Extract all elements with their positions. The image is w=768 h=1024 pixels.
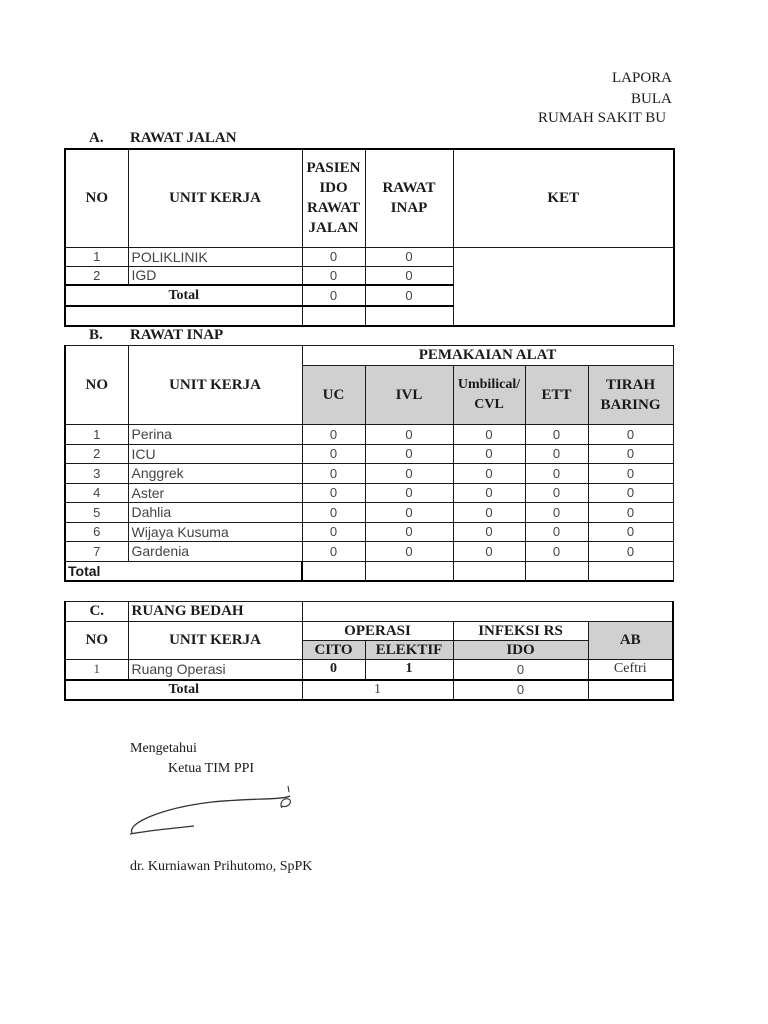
empty-cell	[302, 602, 673, 622]
row-ett: 0	[525, 444, 588, 464]
table-row	[65, 464, 673, 484]
row-ett: 0	[525, 483, 588, 503]
row-tirah-baring: 0	[588, 483, 673, 503]
total-pasien: 0	[302, 285, 365, 306]
row-ivl: 0	[365, 483, 453, 503]
row-umbilical: 0	[453, 522, 525, 542]
row-tirah-baring: 0	[588, 425, 673, 445]
empty-cell	[365, 561, 453, 581]
row-unit: Aster	[128, 483, 302, 503]
row-ivl: 0	[365, 444, 453, 464]
table-row	[65, 444, 673, 464]
col-header-ido: IDO	[453, 641, 588, 660]
col-header-pasien-ido	[302, 149, 365, 247]
row-no: 2	[65, 444, 128, 464]
col-header-no: NO	[65, 346, 128, 425]
col-header-no: NO	[65, 622, 128, 660]
row-no: 1	[65, 247, 128, 266]
row-unit: Perina	[128, 425, 302, 445]
row-uc: 0	[302, 522, 365, 542]
table-row	[65, 542, 673, 562]
col-header-operasi: OPERASI	[302, 622, 453, 641]
row-cito: 0	[302, 660, 365, 680]
section-a-title: RAWAT JALAN	[130, 130, 237, 146]
row-umbilical: 0	[453, 444, 525, 464]
row-umbilical: 0	[453, 464, 525, 484]
pasien-line-3: RAWAT	[306, 200, 361, 217]
col-header-infeksi-rs: INFEKSI RS	[453, 622, 588, 641]
row-unit: Wijaya Kusuma	[128, 522, 302, 542]
rawat-inap-table	[64, 345, 674, 582]
row-no: 5	[65, 503, 128, 523]
col-header-cito: CITO	[302, 641, 365, 660]
row-no: 1	[65, 660, 128, 680]
empty-cell	[453, 561, 525, 581]
total-inap: 0	[365, 285, 453, 306]
header-line-1: LAPORA	[612, 70, 673, 86]
row-ivl: 0	[365, 542, 453, 562]
row-unit: POLIKLINIK	[128, 247, 302, 266]
col-header-unit-kerja: UNIT KERJA	[128, 149, 302, 247]
row-umbilical: 0	[453, 483, 525, 503]
section-c-letter: C.	[65, 602, 128, 622]
umbilical-line-2: CVL	[474, 397, 504, 412]
col-header-uc: UC	[302, 366, 365, 425]
row-no: 3	[65, 464, 128, 484]
row-no: 6	[65, 522, 128, 542]
row-pasien: 0	[302, 247, 365, 266]
row-ab: Ceftri	[588, 660, 673, 680]
tirah-line-2: BARING	[600, 397, 661, 413]
row-ett: 0	[525, 542, 588, 562]
empty-cell	[65, 306, 302, 326]
table-row	[65, 425, 673, 445]
row-unit: ICU	[128, 444, 302, 464]
col-header-ivl: IVL	[365, 366, 453, 425]
section-a-letter: A.	[89, 130, 104, 146]
total-label: Total	[65, 561, 302, 581]
row-umbilical: 0	[453, 425, 525, 445]
ketua-role-label: Ketua TIM PPI	[168, 761, 255, 776]
rawat-jalan-table	[64, 148, 675, 327]
row-tirah-baring: 0	[588, 542, 673, 562]
empty-cell	[365, 306, 453, 326]
empty-cell	[525, 561, 588, 581]
row-uc: 0	[302, 542, 365, 562]
umbilical-line-1: Umbilical/	[457, 377, 521, 392]
col-header-unit-kerja: UNIT KERJA	[128, 622, 302, 660]
total-operasi: 1	[302, 680, 453, 700]
col-header-umbilical	[453, 366, 525, 425]
ket-cell	[453, 247, 674, 326]
signatory-name: dr. Kurniawan Prihutomo, SpPK	[130, 859, 313, 874]
table-row	[65, 522, 673, 542]
col-header-tirah-baring	[588, 366, 673, 425]
col-header-ket: KET	[453, 149, 674, 247]
section-b-title: RAWAT INAP	[130, 327, 224, 343]
row-ivl: 0	[365, 522, 453, 542]
row-ivl: 0	[365, 425, 453, 445]
row-ett: 0	[525, 425, 588, 445]
col-header-pemakaian-alat: PEMAKAIAN ALAT	[302, 346, 673, 366]
ruang-bedah-table	[64, 601, 674, 701]
row-uc: 0	[302, 503, 365, 523]
col-header-ab: AB	[588, 622, 673, 660]
row-no: 7	[65, 542, 128, 562]
pasien-line-1: PASIEN	[306, 160, 361, 177]
row-no: 2	[65, 266, 128, 285]
rawat-inap-line-2: INAP	[390, 200, 428, 217]
table-row	[65, 503, 673, 523]
row-unit: IGD	[128, 266, 302, 285]
row-uc: 0	[302, 483, 365, 503]
row-unit: Ruang Operasi	[128, 660, 302, 680]
report-header	[0, 66, 674, 136]
signature-image	[122, 778, 302, 848]
col-header-rawat-inap	[365, 149, 453, 247]
row-ett: 0	[525, 503, 588, 523]
total-label: Total	[65, 285, 302, 306]
row-uc: 0	[302, 444, 365, 464]
col-header-unit-kerja: UNIT KERJA	[128, 346, 302, 425]
col-header-no: NO	[65, 149, 128, 247]
row-elektif: 1	[365, 660, 453, 680]
col-header-ett: ETT	[525, 366, 588, 425]
pasien-line-4: JALAN	[308, 220, 359, 237]
row-ett: 0	[525, 464, 588, 484]
row-ivl: 0	[365, 503, 453, 523]
pasien-line-2: IDO	[319, 180, 348, 197]
row-unit: Dahlia	[128, 503, 302, 523]
row-ett: 0	[525, 522, 588, 542]
row-unit: Anggrek	[128, 464, 302, 484]
row-inap: 0	[365, 247, 453, 266]
row-pasien: 0	[302, 266, 365, 285]
empty-cell	[302, 306, 365, 326]
section-c-title: RUANG BEDAH	[128, 602, 302, 622]
row-tirah-baring: 0	[588, 503, 673, 523]
rawat-inap-line-1: RAWAT	[382, 180, 436, 197]
row-tirah-baring: 0	[588, 522, 673, 542]
empty-cell	[588, 561, 673, 581]
row-no: 1	[65, 425, 128, 445]
header-line-3: RUMAH SAKIT BU	[538, 110, 667, 126]
row-uc: 0	[302, 464, 365, 484]
row-unit: Gardenia	[128, 542, 302, 562]
total-label: Total	[65, 680, 302, 700]
row-tirah-baring: 0	[588, 444, 673, 464]
tirah-line-1: TIRAH	[605, 377, 656, 393]
row-tirah-baring: 0	[588, 464, 673, 484]
section-b-letter: B.	[89, 327, 103, 343]
row-umbilical: 0	[453, 503, 525, 523]
col-header-elektif: ELEKTIF	[365, 641, 453, 660]
row-umbilical: 0	[453, 542, 525, 562]
empty-cell	[588, 680, 673, 700]
total-ido: 0	[453, 680, 588, 700]
row-ido: 0	[453, 660, 588, 680]
table-row	[65, 483, 673, 503]
row-no: 4	[65, 483, 128, 503]
row-inap: 0	[365, 266, 453, 285]
header-line-2: BULA	[631, 91, 672, 107]
mengetahui-label: Mengetahui	[130, 741, 197, 756]
row-ivl: 0	[365, 464, 453, 484]
row-uc: 0	[302, 425, 365, 445]
empty-cell	[302, 561, 365, 581]
